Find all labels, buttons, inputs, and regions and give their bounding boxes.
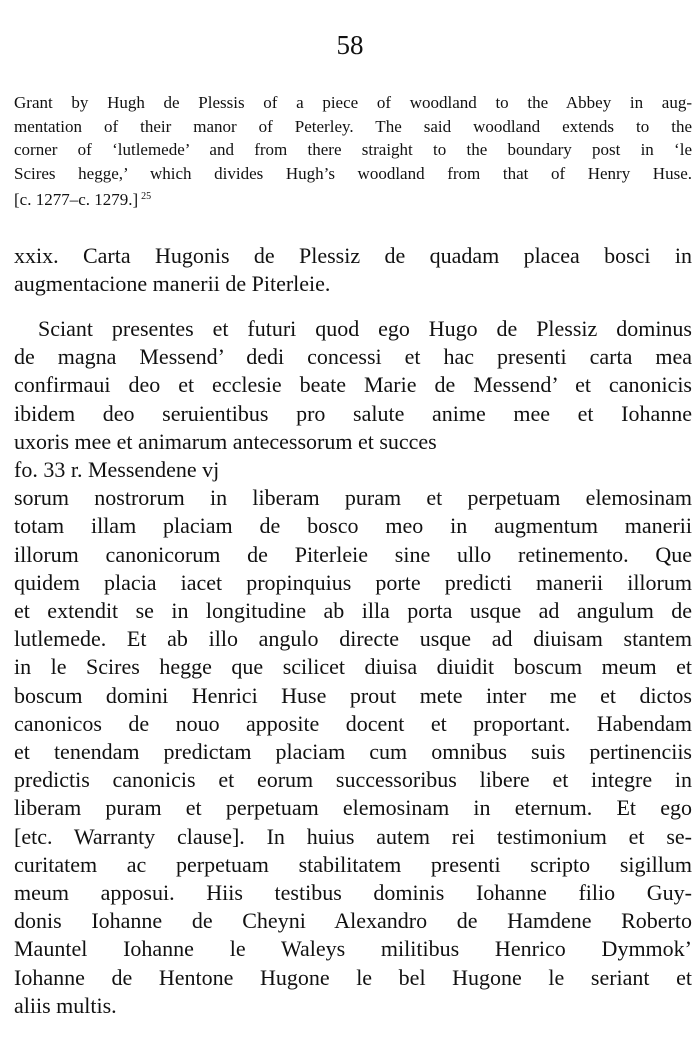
charter-line: donis Iohanne de Cheyni Alexandro de Hamdene Roberto	[14, 908, 692, 934]
charter-line: curitatem ac perpetuam stabilitatem presenti scripto sigillum	[14, 851, 692, 877]
charter-line: meum apposui. Hiis testibus dominis Iohanne filio Guy-	[14, 880, 692, 906]
charter-line: illorum canonicorum de Piterleie sine ullo retinemento. Que	[14, 541, 692, 567]
charter-line: quidem placia iacet propinquius porte predicti manerii illorum	[14, 569, 692, 595]
summary-date-line	[14, 185, 692, 212]
charter-line: confirmaui deo et ecclesie beate Marie de Messend’ et canonicis	[14, 372, 692, 398]
footnote-reference: 25	[141, 191, 152, 202]
charter-line: Iohanne de Hentone Hugone le bel Hugone le seriant et	[14, 964, 692, 990]
heading-line: xxix. Carta Hugonis de Plessiz de quadam placea bosci in	[14, 243, 692, 268]
heading-line: augmentacione manerii de Piterleie.	[14, 271, 331, 296]
summary-line: Grant by Hugh de Plessis of a piece of woodland to the Abbey in aug-	[14, 93, 692, 112]
charter-line: Sciant presentes et futuri quod ego Hugo de Plessiz dominus	[38, 316, 692, 341]
charter-line: Mauntel Iohanne le Waleys militibus Henrico Dymmok’	[14, 936, 692, 962]
charter-line: [etc. Warranty clause]. In huius autem rei testimonium et se-	[14, 823, 692, 849]
charter-line: de magna Messend’ dedi concessi et hac presenti carta mea	[14, 344, 692, 370]
english-summary	[14, 91, 692, 212]
summary-date: [c. 1277–c. 1279.]	[14, 190, 139, 209]
charter-line: totam illam placiam de bosco meo in augmentum manerii	[14, 513, 692, 539]
summary-line: corner of ‘lutlemede’ and from there straight to the boundary post in ‘le	[14, 140, 692, 159]
charter-heading	[14, 242, 692, 298]
charter-line: lutlemede. Et ab illo angulo directe usque ad diuisam stantem	[14, 626, 692, 652]
charter-line: uxoris mee et animarum antecessorum et succes	[14, 428, 437, 454]
summary-line: Scires hegge,’ which divides Hugh’s woodland from that of Henry Huse.	[14, 163, 692, 183]
page-number: 58	[336, 30, 364, 60]
charter-line: predictis canonicis et eorum successoribus libere et integre in	[14, 767, 692, 793]
charter-line: canonicos de nouo apposite docent et proportant. Habendam	[14, 710, 692, 736]
folio-marker: fo. 33 r. Messendene vj	[14, 457, 220, 483]
charter-line: sorum nostrorum in liberam puram et perpetuam elemosinam	[14, 485, 692, 511]
charter-line: in le Scires hegge que scilicet diuisa diuidit boscum meum et	[14, 654, 692, 680]
charter-line: liberam puram et perpetuam elemosinam in eternum. Et ego	[14, 795, 692, 821]
charter-line: boscum domini Henrici Huse prout mete inter me et dictos	[14, 682, 692, 708]
charter-line: aliis multis.	[14, 992, 117, 1018]
charter-line: et tenendam predictam placiam cum omnibus suis pertinenciis	[14, 739, 692, 765]
summary-line: mentation of their manor of Peterley. The said woodland extends to the	[14, 116, 692, 136]
charter-text	[14, 315, 692, 1020]
charter-line: et extendit se in longitudine ab illa porta usque ad angulum de	[14, 598, 692, 624]
charter-line: ibidem deo seruientibus pro salute anime mee et Iohanne	[14, 400, 692, 426]
